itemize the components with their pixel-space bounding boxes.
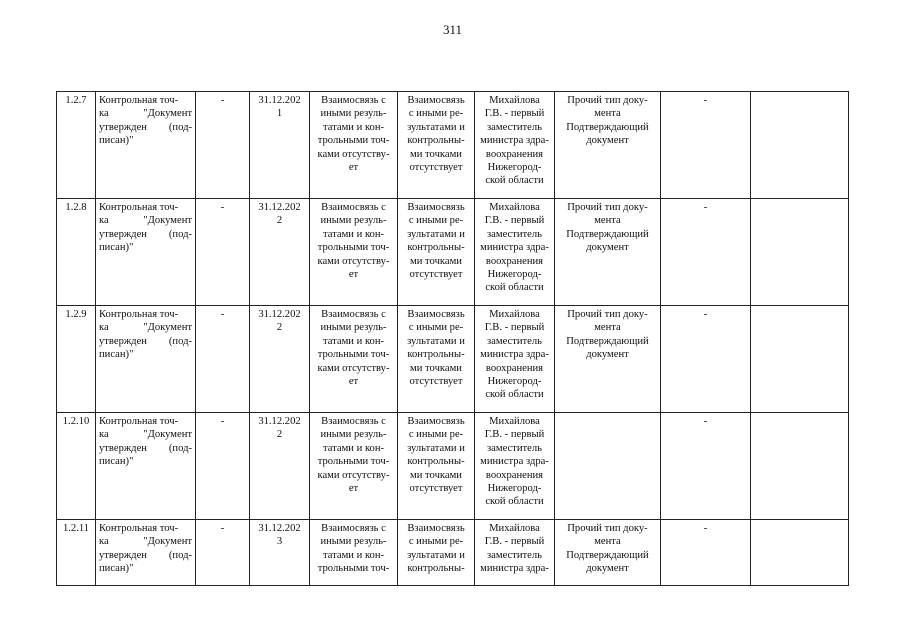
end-date-cell-text: 31.12.202 2: [258, 416, 301, 441]
control-point-name-line: утвержден (под-: [99, 335, 192, 347]
relation-cell-text: Взаимосвязь с иными резуль- татами и кон- трольными точ- ками отсутству- ет: [317, 416, 390, 495]
responsible-cell: [475, 199, 555, 306]
control-point-name-line: Контрольная точ-: [99, 95, 179, 106]
control-point-name-line: утвержден (под-: [99, 121, 192, 133]
end-date-cell-text: 31.12.202 3: [258, 523, 301, 548]
responsible-cell: [475, 520, 555, 586]
start-date-cell-text: -: [220, 202, 225, 213]
table-row: [57, 520, 849, 586]
responsible-cell-text: Михайлова Г.В. - первый заместитель министра здра- воохранения Нижегород- ской области: [480, 95, 549, 187]
info-system-cell-text: -: [703, 523, 708, 534]
document-type-cell: [555, 306, 661, 413]
start-date-cell-text: -: [220, 523, 225, 534]
end-date-cell: [250, 199, 310, 306]
document-type-cell-text: Прочий тип доку- мента Подтверждающий документ: [566, 95, 649, 147]
relation-secondary-cell-text: Взаимосвязь с иными ре- зультатами и контрольны- ми точками отсутствует: [407, 309, 465, 388]
control-point-name-line: Контрольная точ-: [99, 202, 179, 213]
row-number-cell: [57, 199, 96, 306]
relation-cell: [310, 520, 398, 586]
relation-secondary-cell-text: Взаимосвязь с иными ре- зультатами и контрольны- ми точками отсутствует: [407, 202, 465, 281]
document-type-cell-text: Прочий тип доку- мента Подтверждающий документ: [566, 523, 649, 575]
control-point-name-line: ка "Документ: [99, 536, 192, 548]
start-date-cell-text: -: [220, 416, 225, 427]
page-number: 311: [442, 22, 463, 37]
control-point-name-line: утвержден (под-: [99, 549, 192, 561]
table-row: [57, 413, 849, 520]
control-point-name-line: Контрольная точ-: [99, 416, 179, 427]
row-number-cell: [57, 520, 96, 586]
info-system-cell-text: -: [703, 202, 708, 213]
relation-cell-text: Взаимосвязь с иными резуль- татами и кон- трольными точ-: [317, 523, 390, 575]
relation-cell-text: Взаимосвязь с иными резуль- татами и кон- трольными точ- ками отсутству- ет: [317, 309, 390, 388]
end-date-cell: [250, 92, 310, 199]
relation-cell: [310, 199, 398, 306]
empty-cell: [751, 413, 849, 520]
info-system-cell: [661, 306, 751, 413]
empty-cell: [751, 520, 849, 586]
control-point-name-line: утвержден (под-: [99, 442, 192, 454]
row-number-cell: [57, 413, 96, 520]
control-points-table: [56, 91, 849, 586]
responsible-cell: [475, 306, 555, 413]
relation-cell-text: Взаимосвязь с иными резуль- татами и кон- трольными точ- ками отсутству- ет: [317, 202, 390, 281]
start-date-cell: [196, 92, 250, 199]
relation-secondary-cell-text: Взаимосвязь с иными ре- зультатами и контрольны- ми точками отсутствует: [407, 416, 465, 495]
relation-secondary-cell: [398, 306, 475, 413]
relation-secondary-cell-text: Взаимосвязь с иными ре- зультатами и контрольны- ми точками отсутствует: [407, 95, 465, 174]
start-date-cell: [196, 199, 250, 306]
row-number-cell: [57, 92, 96, 199]
document-type-cell: [555, 92, 661, 199]
control-point-name-line: ка "Документ: [99, 322, 192, 334]
relation-secondary-cell: [398, 199, 475, 306]
end-date-cell-text: 31.12.202 2: [258, 309, 301, 334]
control-point-name-line: утвержден (под-: [99, 228, 192, 240]
relation-secondary-cell: [398, 520, 475, 586]
control-point-name-line: писан)": [99, 349, 134, 361]
table-row: [57, 306, 849, 413]
document-type-cell: [555, 413, 661, 520]
start-date-cell: [196, 520, 250, 586]
document-type-cell: [555, 199, 661, 306]
info-system-cell: [661, 92, 751, 199]
row-number-cell-text: 1.2.9: [65, 309, 87, 320]
control-point-name-line: Контрольная точ-: [99, 309, 179, 320]
relation-secondary-cell-text: Взаимосвязь с иными ре- зультатами и контрольны-: [407, 523, 465, 575]
relation-cell: [310, 306, 398, 413]
control-point-name-line: писан)": [99, 135, 134, 147]
info-system-cell-text: -: [703, 95, 708, 106]
control-point-name-cell: [96, 199, 196, 306]
responsible-cell-text: Михайлова Г.В. - первый заместитель министра здра- воохранения Нижегород- ской области: [480, 309, 549, 401]
relation-cell: [310, 413, 398, 520]
table-row: [57, 92, 849, 199]
info-system-cell: [661, 413, 751, 520]
end-date-cell: [250, 413, 310, 520]
info-system-cell-text: -: [703, 416, 708, 427]
info-system-cell-text: -: [703, 309, 708, 320]
control-point-name-line: Контрольная точ-: [99, 523, 179, 534]
responsible-cell: [475, 92, 555, 199]
document-type-cell-text: Прочий тип доку- мента Подтверждающий документ: [566, 309, 649, 361]
end-date-cell-text: 31.12.202 1: [258, 95, 301, 120]
document-type-cell-text: Прочий тип доку- мента Подтверждающий документ: [566, 202, 649, 254]
start-date-cell: [196, 306, 250, 413]
responsible-cell-text: Михайлова Г.В. - первый заместитель министра здра- воохранения Нижегород- ской области: [480, 416, 549, 508]
row-number-cell-text: 1.2.10: [62, 416, 90, 427]
start-date-cell: [196, 413, 250, 520]
responsible-cell-text: Михайлова Г.В. - первый заместитель министра здра-: [480, 523, 549, 575]
control-point-name-cell: [96, 413, 196, 520]
empty-cell: [751, 92, 849, 199]
info-system-cell: [661, 199, 751, 306]
responsible-cell-text: Михайлова Г.В. - первый заместитель министра здра- воохранения Нижегород- ской области: [480, 202, 549, 294]
control-point-name-cell: [96, 306, 196, 413]
end-date-cell: [250, 520, 310, 586]
relation-cell-text: Взаимосвязь с иными резуль- татами и кон- трольными точ- ками отсутству- ет: [317, 95, 390, 174]
control-point-name-line: писан)": [99, 563, 134, 575]
control-point-name-cell: [96, 92, 196, 199]
info-system-cell: [661, 520, 751, 586]
responsible-cell: [475, 413, 555, 520]
control-point-name-line: ка "Документ: [99, 108, 192, 120]
control-point-name-line: писан)": [99, 242, 134, 254]
table-row: [57, 199, 849, 306]
start-date-cell-text: -: [220, 309, 225, 320]
document-type-cell: [555, 520, 661, 586]
relation-secondary-cell: [398, 413, 475, 520]
end-date-cell: [250, 306, 310, 413]
control-point-name-line: ка "Документ: [99, 215, 192, 227]
row-number-cell-text: 1.2.8: [65, 202, 87, 213]
row-number-cell: [57, 306, 96, 413]
row-number-cell-text: 1.2.7: [65, 95, 87, 106]
empty-cell: [751, 199, 849, 306]
control-point-name-line: писан)": [99, 456, 134, 468]
control-point-name-cell: [96, 520, 196, 586]
relation-cell: [310, 92, 398, 199]
table-body: [57, 92, 849, 586]
control-point-name-line: ка "Документ: [99, 429, 192, 441]
end-date-cell-text: 31.12.202 2: [258, 202, 301, 227]
relation-secondary-cell: [398, 92, 475, 199]
empty-cell: [751, 306, 849, 413]
start-date-cell-text: -: [220, 95, 225, 106]
row-number-cell-text: 1.2.11: [62, 523, 90, 534]
